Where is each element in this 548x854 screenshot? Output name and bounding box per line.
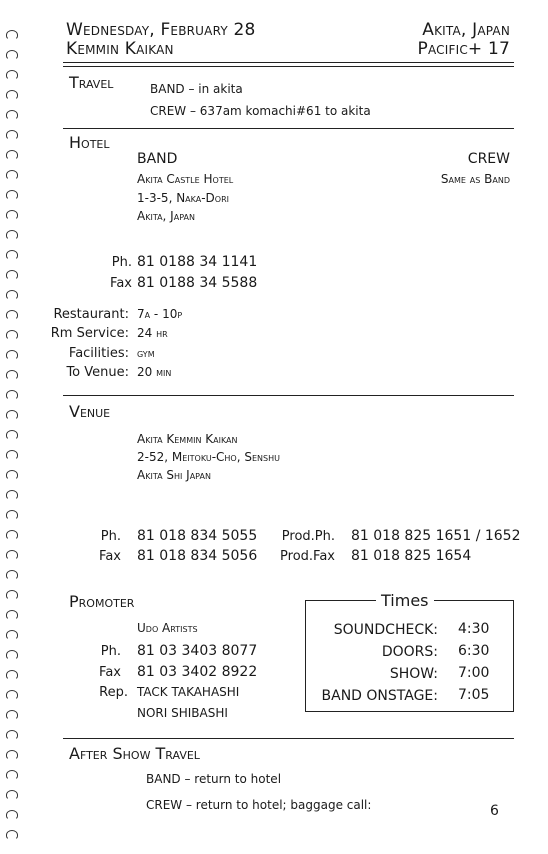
hotel-fax-label: Fax xyxy=(110,276,132,291)
binding-hole xyxy=(6,250,18,260)
promoter-rep-label: Rep. xyxy=(99,685,128,700)
binding-hole xyxy=(6,710,18,720)
binding-hole xyxy=(6,270,18,280)
binding-hole xyxy=(6,170,18,180)
header-rule xyxy=(63,62,514,63)
venue-prod-phone-label: Prod.Ph. xyxy=(281,529,335,544)
binding-hole xyxy=(6,610,18,620)
binding-hole xyxy=(6,370,18,380)
hotel-name: Akita Castle Hotel xyxy=(137,172,234,186)
hotel-rule xyxy=(63,395,514,396)
binding-hole xyxy=(6,310,18,320)
times-show: 7:00 xyxy=(458,665,490,681)
hotel-restaurant: 7a - 10p xyxy=(137,307,183,321)
binding-hole xyxy=(6,390,18,400)
promoter-fax-label: Fax xyxy=(99,665,121,680)
travel-band: BAND – in akita xyxy=(150,82,243,96)
header-timezone: Pacific+ 17 xyxy=(417,39,510,59)
hotel-fax: 81 0188 34 5588 xyxy=(137,275,258,291)
binding-hole xyxy=(6,650,18,660)
binding-hole xyxy=(6,830,18,840)
promoter-phone-label: Ph. xyxy=(100,644,121,659)
binding-hole xyxy=(6,490,18,500)
hotel-crew-value: Same as Band xyxy=(440,172,510,186)
venue-prod-fax-label: Prod.Fax xyxy=(280,549,335,564)
binding-hole xyxy=(6,30,18,40)
venue-phone: 81 018 834 5055 xyxy=(137,528,258,544)
venue-name: Akita Kemmin Kaikan xyxy=(137,432,238,446)
binding-hole xyxy=(6,530,18,540)
hotel-rm-service: 24 hr xyxy=(137,326,168,340)
promoter-rep-2: NORI SHIBASHI xyxy=(137,706,228,720)
venue-address-2: Akita Shi Japan xyxy=(137,468,211,482)
venue-prod-fax: 81 018 825 1654 xyxy=(351,548,472,564)
venue-fax: 81 018 834 5056 xyxy=(137,548,258,564)
binding-hole xyxy=(6,690,18,700)
binding-hole xyxy=(6,510,18,520)
header-city: Akita, Japan xyxy=(422,20,510,40)
binding-hole xyxy=(6,730,18,740)
binding-hole xyxy=(6,130,18,140)
hotel-rm-service-label: Rm Service: xyxy=(50,326,129,341)
binding-hole xyxy=(6,110,18,120)
section-title-travel: Travel xyxy=(69,73,114,92)
binding-hole xyxy=(6,430,18,440)
section-title-after-show: After Show Travel xyxy=(69,744,200,763)
promoter-rep-1: TACK TAKAHASHI xyxy=(137,685,240,699)
venue-fax-label: Fax xyxy=(99,549,121,564)
binding-hole xyxy=(6,630,18,640)
binding-hole xyxy=(6,50,18,60)
spiral-binding xyxy=(6,30,20,840)
hotel-band-label: BAND xyxy=(137,151,178,167)
hotel-to-venue: 20 min xyxy=(137,365,172,379)
hotel-crew-label: CREW xyxy=(467,151,510,167)
binding-hole xyxy=(6,190,18,200)
binding-hole xyxy=(6,70,18,80)
binding-hole xyxy=(6,290,18,300)
promoter-rule xyxy=(63,738,514,739)
binding-hole xyxy=(6,230,18,240)
binding-hole xyxy=(6,550,18,560)
hotel-address-1: 1-3-5, Naka-Dori xyxy=(137,191,230,205)
binding-hole xyxy=(6,570,18,580)
after-show-crew: CREW – return to hotel; baggage call: xyxy=(146,798,372,812)
section-title-hotel: Hotel xyxy=(69,133,110,152)
header-date: Wednesday, February 28 xyxy=(66,20,256,40)
hotel-to-venue-label: To Venue: xyxy=(66,365,129,380)
times-onstage-label: BAND ONSTAGE: xyxy=(321,688,438,704)
binding-hole xyxy=(6,670,18,680)
binding-hole xyxy=(6,590,18,600)
binding-hole xyxy=(6,470,18,480)
section-title-venue: Venue xyxy=(69,402,111,421)
binding-hole xyxy=(6,210,18,220)
hotel-restaurant-label: Restaurant: xyxy=(53,307,129,322)
binding-hole xyxy=(6,150,18,160)
promoter-fax: 81 03 3402 8922 xyxy=(137,664,258,680)
times-onstage: 7:05 xyxy=(458,687,490,703)
times-soundcheck-label: SOUNDCHECK: xyxy=(333,622,438,638)
binding-hole xyxy=(6,790,18,800)
travel-rule xyxy=(63,128,514,129)
hotel-address-2: Akita, Japan xyxy=(137,209,195,223)
header-venue: Kemmin Kaikan xyxy=(66,39,174,59)
times-soundcheck: 4:30 xyxy=(458,621,490,637)
binding-hole xyxy=(6,750,18,760)
hotel-phone: 81 0188 34 1141 xyxy=(137,254,258,270)
binding-hole xyxy=(6,330,18,340)
binding-hole xyxy=(6,90,18,100)
header-rule-2 xyxy=(63,66,514,67)
hotel-phone-label: Ph. xyxy=(111,255,132,270)
times-title: Times xyxy=(376,591,434,610)
binding-hole xyxy=(6,770,18,780)
binding-hole xyxy=(6,410,18,420)
after-show-band: BAND – return to hotel xyxy=(146,772,282,786)
times-doors: 6:30 xyxy=(458,643,490,659)
binding-hole xyxy=(6,450,18,460)
times-show-label: SHOW: xyxy=(389,666,438,682)
venue-prod-phone: 81 018 825 1651 / 1652 xyxy=(351,528,521,544)
section-title-promoter: Promoter xyxy=(69,592,135,611)
venue-address-1: 2-52, Meitoku-Cho, Senshu xyxy=(137,450,280,464)
binding-hole xyxy=(6,350,18,360)
venue-phone-label: Ph. xyxy=(100,529,121,544)
promoter-name: Udo Artists xyxy=(137,621,198,635)
binding-hole xyxy=(6,810,18,820)
page-number: 6 xyxy=(490,803,499,819)
hotel-facilities: gym xyxy=(137,346,155,360)
travel-crew: CREW – 637am komachi#61 to akita xyxy=(150,104,371,118)
hotel-facilities-label: Facilities: xyxy=(68,346,129,361)
times-doors-label: DOORS: xyxy=(381,644,438,660)
promoter-phone: 81 03 3403 8077 xyxy=(137,643,258,659)
